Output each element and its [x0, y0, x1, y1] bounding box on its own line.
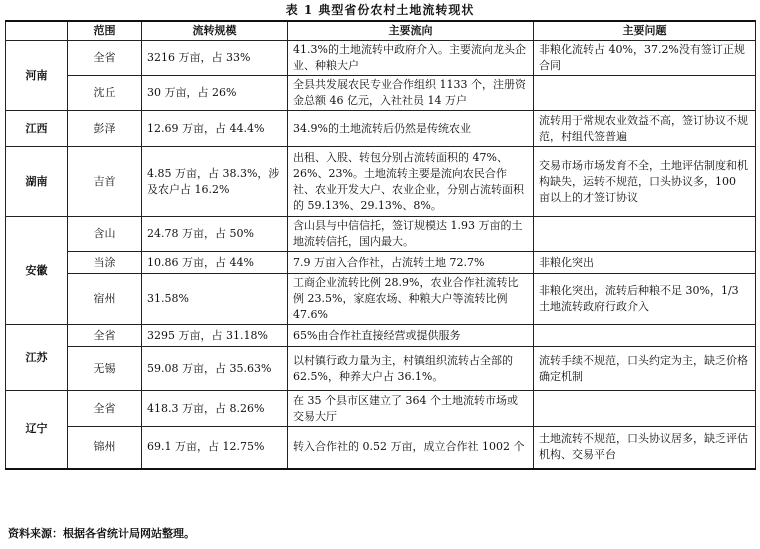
table-row: [6, 41, 756, 76]
header-flow: 主要流向: [288, 21, 534, 41]
scale-cell: 30 万亩，占 26%: [142, 76, 288, 111]
scale-cell: 12.69 万亩，占 44.4%: [142, 111, 288, 147]
province-cell: 安徽: [6, 217, 68, 325]
table-row: [6, 347, 756, 391]
range-cell: 当涂: [68, 252, 142, 274]
range-cell: 无锡: [68, 347, 142, 391]
table-row: [6, 274, 756, 325]
range-cell: 含山: [68, 217, 142, 252]
header-scale: 流转规模: [142, 21, 288, 41]
scale-cell: 4.85 万亩，占 38.3%，涉及农户占 16.2%: [142, 147, 288, 217]
problem-cell: [534, 217, 756, 252]
flow-cell: 65%由合作社直接经营或提供服务: [288, 325, 534, 347]
scale-cell: 31.58%: [142, 274, 288, 325]
scale-cell: 10.86 万亩，占 44%: [142, 252, 288, 274]
header-range: 范围: [68, 21, 142, 41]
flow-cell: 7.9 万亩入合作社，占流转土地 72.7%: [288, 252, 534, 274]
problem-cell: [534, 76, 756, 111]
scale-cell: 24.78 万亩，占 50%: [142, 217, 288, 252]
province-cell: 江西: [6, 111, 68, 147]
range-cell: 宿州: [68, 274, 142, 325]
flow-cell: 全县共发展农民专业合作组织 1133 个，注册资金总额 46 亿元，入社社员 14 万户: [288, 76, 534, 111]
scale-cell: 3216 万亩，占 33%: [142, 41, 288, 76]
scale-cell: 59.08 万亩，占 35.63%: [142, 347, 288, 391]
problem-cell: 非粮化流转占 40%，37.2%没有签订正规合同: [534, 41, 756, 76]
province-cell: 湖南: [6, 147, 68, 217]
table-row: [6, 427, 756, 469]
flow-cell: 以村镇行政力量为主，村镇组织流转占全部的 62.5%，种养大户占 36.1%。: [288, 347, 534, 391]
range-cell: 锦州: [68, 427, 142, 469]
flow-cell: 含山县与中信信托，签订规模达 1.93 万亩的土地流转信托，国内最大。: [288, 217, 534, 252]
problem-cell: [534, 391, 756, 427]
source-note: 资料来源：根据各省统计局网站整理。: [8, 527, 195, 540]
table-row: [6, 217, 756, 252]
table-header-row: [6, 21, 756, 41]
flow-cell: 34.9%的土地流转后仍然是传统农业: [288, 111, 534, 147]
flow-cell: 41.3%的土地流转中政府介入。主要流向龙头企业、种粮大户: [288, 41, 534, 76]
range-cell: 沈丘: [68, 76, 142, 111]
header-problem: 主要问题: [534, 21, 756, 41]
problem-cell: 交易市场市场发育不全，土地评估制度和机构缺失，运转不规范，口头协议多，100 亩以上的才签订协议: [534, 147, 756, 217]
header-province: [6, 21, 68, 41]
table-row: [6, 325, 756, 347]
scale-cell: 3295 万亩，占 31.18%: [142, 325, 288, 347]
range-cell: 全省: [68, 391, 142, 427]
province-cell: 河南: [6, 41, 68, 111]
problem-cell: 非粮化突出，流转后种粮不足 30%，1/3 土地流转政府行政介入: [534, 274, 756, 325]
problem-cell: 非粮化突出: [534, 252, 756, 274]
table-title: 表 1 典型省份农村土地流转现状: [285, 3, 475, 17]
flow-cell: 转入合作社的 0.52 万亩，成立合作社 1002 个: [288, 427, 534, 469]
scale-cell: 418.3 万亩，占 8.26%: [142, 391, 288, 427]
flow-cell: 在 35 个县市区建立了 364 个土地流转市场或交易大厅: [288, 391, 534, 427]
land-transfer-table: [5, 20, 756, 470]
table-row: [6, 147, 756, 217]
scale-cell: 69.1 万亩，占 12.75%: [142, 427, 288, 469]
province-cell: 辽宁: [6, 391, 68, 469]
range-cell: 吉首: [68, 147, 142, 217]
table-row: [6, 111, 756, 147]
problem-cell: 流转用于常规农业效益不高，签订协议不规范，村组代签普遍: [534, 111, 756, 147]
problem-cell: 土地流转不规范，口头协议居多，缺乏评估机构、交易平台: [534, 427, 756, 469]
flow-cell: 出租、入股、转包分别占流转面积的 47%、26%、23%。土地流转主要是流向农民合作社、农业开发大户、农业企业，分别占流转面积的 59.13%、29.13%、8%。: [288, 147, 534, 217]
range-cell: 彭泽: [68, 111, 142, 147]
province-cell: 江苏: [6, 325, 68, 391]
table-row: [6, 76, 756, 111]
problem-cell: 流转手续不规范，口头约定为主，缺乏价格确定机制: [534, 347, 756, 391]
problem-cell: [534, 325, 756, 347]
range-cell: 全省: [68, 41, 142, 76]
range-cell: 全省: [68, 325, 142, 347]
table-row: [6, 391, 756, 427]
flow-cell: 工商企业流转比例 28.9%，农业合作社流转比例 23.5%，家庭农场、种粮大户等流转比例 47.6%: [288, 274, 534, 325]
table-row: [6, 252, 756, 274]
